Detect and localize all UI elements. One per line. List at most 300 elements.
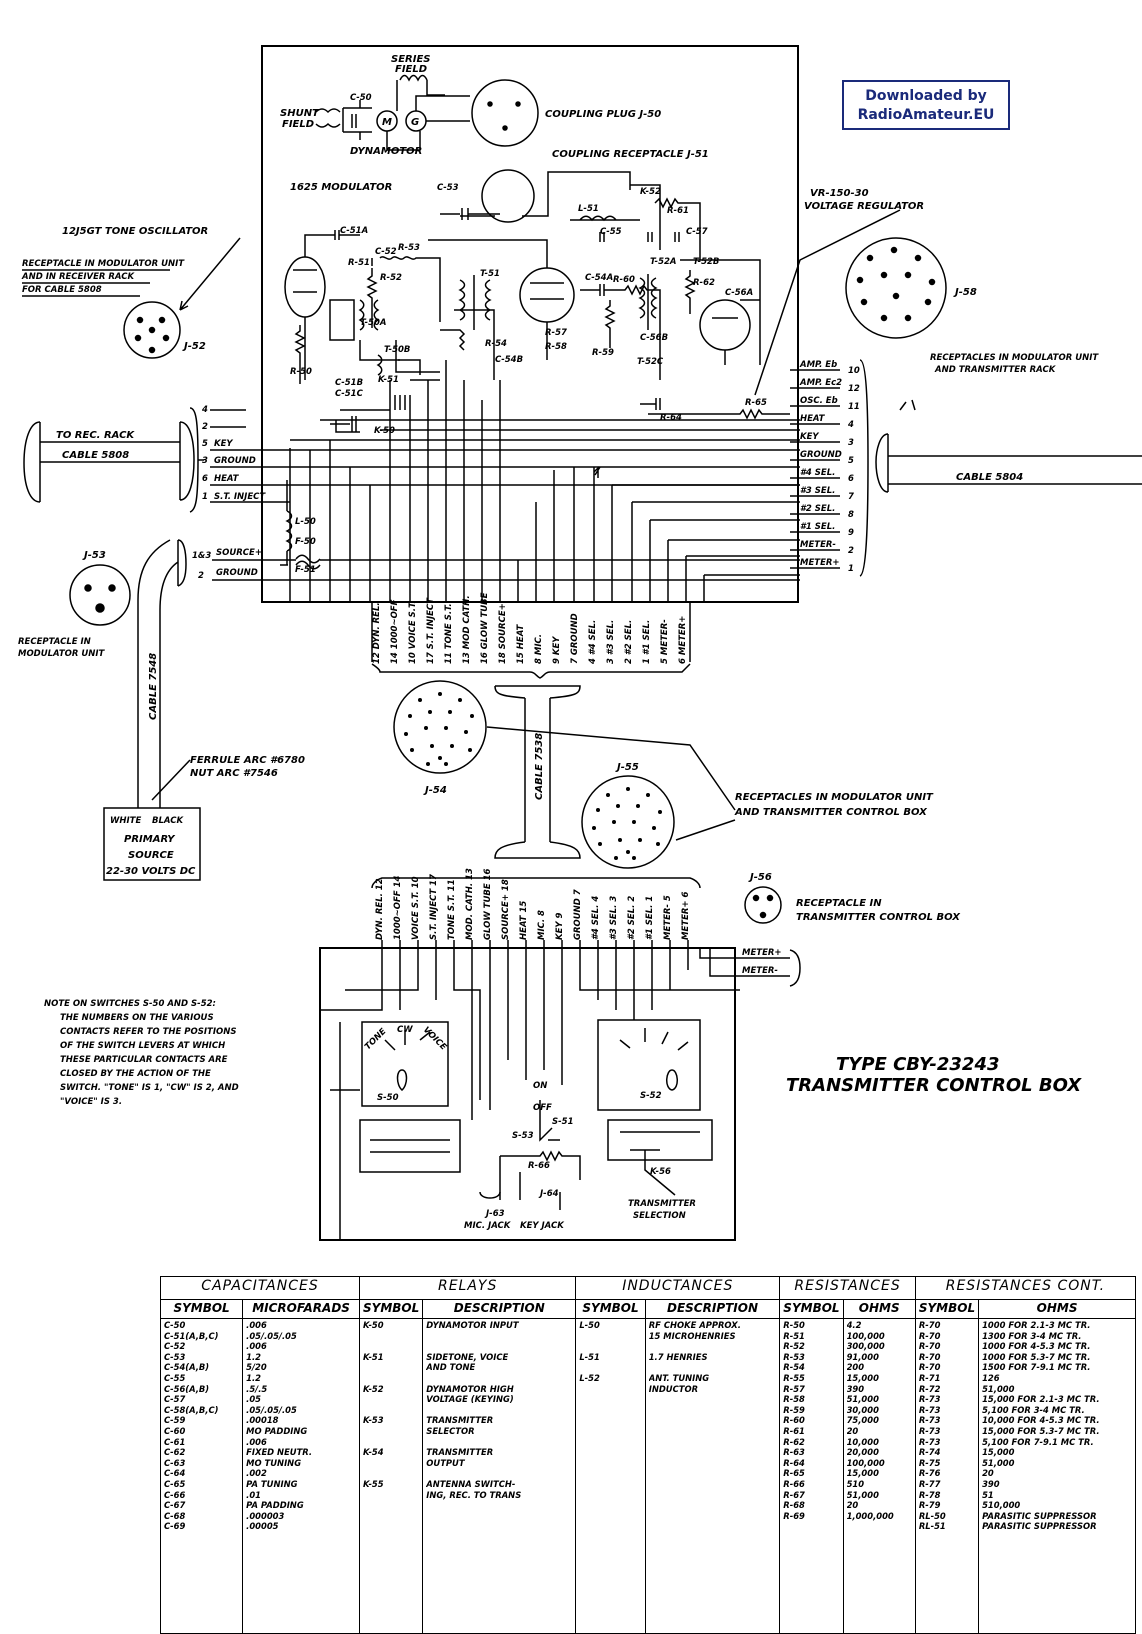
comp-label: R-62 — [693, 278, 715, 288]
table-cell-line: K-51 — [363, 1351, 384, 1362]
table-cell-line: 15 MICROHENRIES — [648, 1330, 736, 1341]
switch-note-line: THESE PARTICULAR CONTACTS ARE — [60, 1055, 228, 1065]
j54-label: J-54 — [425, 785, 447, 796]
table-cell-line: 51,000 — [846, 1394, 879, 1405]
j53-receptacle — [70, 565, 130, 625]
comp-label: R-53 — [398, 243, 420, 253]
right-pin-num: 7 — [848, 492, 854, 502]
c50-label: C-50 — [350, 93, 372, 103]
table-cell-line: R-61 — [783, 1425, 805, 1436]
table-cell-line: .00018 — [246, 1415, 279, 1426]
comp-label: C-56B — [640, 333, 669, 343]
comp-label: C-51C — [335, 389, 363, 399]
relays-title: RELAYS — [360, 1277, 576, 1300]
comp-label: R-58 — [545, 342, 567, 352]
left-pin-label: S.T. INJECT — [214, 492, 266, 502]
bottom-pin-label: 13 MOD CATH. — [462, 595, 472, 664]
comp-label: R-51 — [348, 258, 370, 268]
right-pin-num: 4 — [848, 420, 854, 430]
col-header: DESCRIPTION — [645, 1300, 780, 1319]
box-pin-label: METER+ 6 — [681, 891, 691, 940]
comp-label: R-61 — [667, 206, 689, 216]
box-pin-group — [375, 868, 691, 940]
table-cell-line: R-73 — [918, 1436, 941, 1447]
right-pin-label: AMP. Eb — [800, 360, 838, 370]
table-cell-line: RL-50 — [918, 1510, 946, 1521]
table-cell-line — [363, 1341, 419, 1352]
table-cell-line: R-67 — [783, 1489, 805, 1500]
table-cell-line — [363, 1373, 419, 1384]
j58-receptacle — [846, 238, 946, 338]
table-cell-line: R-65 — [783, 1468, 805, 1479]
right-pin-label: GROUND — [800, 450, 842, 460]
table-cell-line: K-52 — [363, 1383, 384, 1394]
table-cell-line: R-63 — [783, 1447, 805, 1458]
table-cell-line: 1000 FOR 2.1-3 MC TR. — [982, 1320, 1091, 1330]
tone-label: TONE — [363, 1026, 389, 1053]
source-white-label: WHITE — [110, 816, 142, 826]
table-cell-line: AND TONE — [426, 1362, 476, 1373]
ferrule-line2: NUT ARC #7546 — [190, 768, 278, 779]
table-cell-line — [426, 1468, 572, 1479]
table-cell-line: VOLTAGE (KEYING) — [426, 1394, 514, 1405]
table-cell-line: .006 — [246, 1320, 267, 1330]
table-cell-line: R-73 — [918, 1415, 941, 1426]
table-cell-line — [426, 1437, 572, 1448]
badge-line1: Downloaded by — [865, 88, 987, 104]
table-cell-line: TRANSMITTER — [426, 1447, 494, 1458]
bottom-pin-label: 1 #1 SEL. — [642, 619, 652, 664]
table-cell-line: 1500 FOR 7-9.1 MC TR. — [982, 1362, 1091, 1373]
table-cell-line: R-76 — [918, 1468, 941, 1479]
comp-label: C-54A — [585, 273, 614, 283]
right-note-line1: RECEPTACLES IN MODULATOR UNIT — [930, 353, 1099, 363]
table-cell-line: R-73 — [918, 1404, 941, 1415]
parts-header-row — [161, 1300, 1136, 1319]
right-pin-label: METER- — [800, 540, 836, 550]
table-cell-line: R-53 — [783, 1351, 805, 1362]
table-cell-line: R-70 — [918, 1351, 941, 1362]
table-cell-line: 20,000 — [846, 1447, 879, 1458]
comp-label: T-52C — [637, 357, 664, 367]
box-out-label: METER+ — [742, 948, 782, 958]
comp-label: C-56A — [725, 288, 754, 298]
bottom-pin-label: 2 #2 SEL. — [624, 619, 634, 664]
table-cell-line: C-68 — [164, 1510, 186, 1521]
table-cell-line: R-74 — [918, 1447, 941, 1458]
comp-label: L-51 — [578, 204, 599, 214]
mod-box-note-line1: RECEPTACLES IN MODULATOR UNIT — [735, 792, 933, 803]
shunt-field-label-2: FIELD — [282, 119, 315, 130]
box-pin-label: #2 SEL. 2 — [627, 895, 637, 940]
motor-label: M — [382, 117, 392, 128]
table-cell-line: 15,000 — [846, 1372, 879, 1383]
left-pin-label: GROUND — [214, 456, 256, 466]
table-cell-line: PARASITIC SUPPRESSOR — [982, 1510, 1097, 1521]
parts-table — [160, 1276, 1136, 1634]
j53-note-line2: MODULATOR UNIT — [18, 649, 105, 659]
table-cell-line: R-68 — [783, 1500, 805, 1511]
source-pin-label: GROUND — [216, 568, 258, 578]
table-cell-line — [363, 1426, 419, 1437]
left-pin-num: 2 — [202, 422, 208, 432]
table-cell-line: C-62 — [164, 1447, 186, 1458]
bus-lines — [290, 360, 800, 602]
box-pin-label: #4 SEL. 4 — [591, 895, 601, 940]
table-cell-line: 1000 FOR 4-5.3 MC TR. — [982, 1341, 1091, 1352]
switch-note-line: SWITCH. "TONE" IS 1, "CW" IS 2, AND — [60, 1083, 239, 1093]
table-cell-line: R-55 — [783, 1372, 805, 1383]
table-cell-line: C-63 — [164, 1457, 186, 1468]
table-cell-line — [363, 1362, 419, 1373]
table-cell-line: SIDETONE, VOICE — [426, 1351, 509, 1362]
comp-label: R-64 — [660, 413, 682, 423]
cable-5808-to: TO REC. RACK — [56, 430, 135, 441]
mod-box-note-line2: AND TRANSMITTER CONTROL BOX — [735, 807, 927, 818]
bottom-pin-label: 6 METER+ — [678, 615, 688, 664]
table-cell-line: SELECTOR — [426, 1425, 475, 1436]
on-label: ON — [533, 1081, 548, 1091]
bottom-pin-label: 18 SOURCE+ — [498, 603, 508, 664]
box-pin-label: MOD. CATH. 13 — [465, 868, 475, 940]
comp-label: R-52 — [380, 273, 402, 283]
parts-body-row — [161, 1319, 1136, 1634]
table-cell-line: PA PADDING — [246, 1500, 304, 1511]
right-pin-num: 2 — [848, 546, 854, 556]
comp-label: R-59 — [592, 348, 614, 358]
table-cell-line: 1.7 HENRIES — [648, 1351, 708, 1362]
table-cell-line: K-50 — [363, 1320, 384, 1330]
box-pin-label: #1 SEL. 1 — [645, 895, 655, 940]
table-cell-line — [363, 1458, 419, 1469]
badge-line2: RadioAmateur.EU — [857, 107, 995, 123]
table-cell-line — [426, 1373, 572, 1384]
table-cell-line: C-50 — [164, 1320, 186, 1330]
comp-label: L-50 — [295, 517, 316, 527]
capacitances-title: CAPACITANCES — [161, 1277, 360, 1300]
comp-label: C-51A — [340, 226, 369, 236]
table-cell-line: R-73 — [918, 1425, 941, 1436]
vr-tube-label: VR-150-30 — [810, 188, 869, 199]
right-pin-label: METER+ — [800, 558, 840, 568]
table-cell-line: TRANSMITTER — [426, 1415, 494, 1426]
bottom-pin-label: 10 VOICE S.T. — [408, 600, 418, 664]
j56-note-line2: TRANSMITTER CONTROL BOX — [796, 912, 960, 923]
table-cell-line: 10,000 FOR 4-5.3 MC TR. — [982, 1415, 1100, 1426]
k56-label: K-56 — [650, 1167, 671, 1177]
series-field-label-2: FIELD — [395, 64, 428, 75]
right-pin-num: 10 — [848, 366, 860, 376]
j56-label: J-56 — [750, 872, 772, 883]
table-cell-line: C-55 — [164, 1372, 186, 1383]
table-cell-line — [579, 1362, 641, 1373]
dynamotor-label: DYNAMOTOR — [350, 146, 423, 157]
table-cell-line: R-73 — [918, 1394, 941, 1405]
title-line1: TYPE CBY-23243 — [836, 1054, 1000, 1075]
box-pin-label: KEY 9 — [555, 912, 565, 940]
table-cell-line: R-72 — [918, 1383, 941, 1394]
table-cell-line: PA TUNING — [246, 1478, 298, 1489]
cable-5804 — [876, 434, 1142, 492]
switch-note-line: NOTE ON SWITCHES S-50 AND S-52: — [44, 999, 216, 1009]
source-pin-group — [178, 540, 800, 586]
table-cell-line: 1000 FOR 5.3-7 MC TR. — [982, 1351, 1091, 1362]
comp-label: T-50A — [360, 318, 387, 328]
rec-note-line1: RECEPTACLE IN MODULATOR UNIT — [22, 259, 185, 269]
left-pin-num: 1 — [202, 492, 208, 502]
col-header: SYMBOL — [780, 1300, 843, 1319]
component-labels — [290, 183, 767, 575]
table-cell-line: L-50 — [579, 1320, 600, 1330]
bottom-pin-label: 17 S.T. INJECT — [426, 598, 436, 664]
right-pin-label: #2 SEL. — [800, 504, 836, 514]
inductances-title: INDUCTANCES — [576, 1277, 780, 1300]
resistances-cont-title: RESISTANCES CONT. — [915, 1277, 1135, 1300]
table-cell-line: R-59 — [783, 1404, 805, 1415]
table-cell-line: 15,000 — [846, 1468, 879, 1479]
download-badge — [842, 80, 1010, 130]
table-cell-line — [649, 1341, 777, 1352]
comp-label: R-60 — [613, 275, 635, 285]
box-pin-label: VOICE S.T. 10 — [411, 876, 421, 940]
comp-label: R-57 — [545, 328, 567, 338]
off-label: OFF — [533, 1103, 552, 1113]
right-pin-num: 12 — [848, 384, 860, 394]
table-cell-line: 5,100 FOR 7-9.1 MC TR. — [982, 1436, 1094, 1447]
table-cell-line: R-70 — [918, 1330, 941, 1341]
table-cell-line — [426, 1331, 572, 1342]
table-cell-line: R-79 — [918, 1500, 941, 1511]
cable-5808-name: CABLE 5808 — [62, 450, 130, 461]
switch-note-line: "VOICE" IS 3. — [60, 1097, 123, 1107]
table-cell-line: R-60 — [783, 1415, 805, 1426]
table-cell-line: 15,000 FOR 2.1-3 MC TR. — [982, 1394, 1100, 1405]
table-cell-line: 10,000 — [846, 1436, 879, 1447]
table-cell-line — [363, 1331, 419, 1342]
table-cell-line: R-64 — [783, 1457, 805, 1468]
table-cell-line: C-60 — [164, 1425, 186, 1436]
box-pin-label: 1000~OFF 14 — [393, 875, 403, 940]
table-cell-line: 5/20 — [246, 1362, 267, 1373]
table-cell-line: .006 — [246, 1436, 267, 1447]
control-box-labels — [363, 1025, 696, 1231]
table-cell-line: 300,000 — [846, 1341, 885, 1352]
table-cell-line: K-54 — [363, 1447, 384, 1458]
right-pin-num: 9 — [848, 528, 854, 538]
table-cell-line: .05/.05/.05 — [246, 1330, 297, 1341]
right-pin-num: 11 — [848, 402, 860, 412]
source-black-label: BLACK — [152, 816, 184, 826]
oscillator-tube-label: 12J5GT TONE OSCILLATOR — [62, 226, 209, 237]
table-cell-line: 390 — [846, 1383, 865, 1394]
comp-label: R-50 — [290, 367, 312, 377]
bottom-pin-label: 16 GLOW TUBE — [480, 592, 490, 664]
table-cell-line: C-54(A,B) — [164, 1362, 210, 1373]
table-cell-line: 20 — [846, 1500, 859, 1511]
s52-label: S-52 — [640, 1091, 662, 1101]
table-cell-line: R-54 — [783, 1362, 805, 1373]
table-cell-line: L-51 — [579, 1351, 600, 1362]
vr-tube-label-2: VOLTAGE REGULATOR — [804, 201, 925, 212]
res-values — [843, 1319, 915, 1634]
bottom-pin-label: 11 TONE S.T. — [444, 603, 454, 664]
modulator-circuit — [280, 185, 790, 569]
comp-label: K-52 — [640, 187, 661, 197]
comp-label: K-50 — [374, 426, 395, 436]
table-cell-line: R-58 — [783, 1394, 805, 1405]
switch-note-line: OF THE SWITCH LEVERS AT WHICH — [60, 1041, 226, 1051]
table-cell-line: C-69 — [164, 1521, 186, 1532]
cap-symbols — [161, 1319, 243, 1634]
box-out-label: METER- — [742, 966, 778, 976]
bottom-pin-label: 9 KEY — [552, 636, 562, 664]
table-cell-line — [426, 1405, 572, 1416]
right-pin-label: #4 SEL. — [800, 468, 836, 478]
table-cell-line: R-62 — [783, 1436, 805, 1447]
table-cell-line: 15,000 — [982, 1447, 1015, 1458]
j64-label: J-64 — [540, 1189, 559, 1199]
s50-label: S-50 — [377, 1093, 399, 1103]
series-field-label: SERIES — [391, 54, 431, 65]
comp-label: C-54B — [495, 355, 524, 365]
table-cell-line: OUTPUT — [426, 1457, 465, 1468]
comp-label: T-52A — [650, 257, 677, 267]
table-cell-line: R-69 — [783, 1510, 805, 1521]
table-cell-line: L-52 — [579, 1372, 600, 1383]
col-header: OHMS — [843, 1300, 915, 1319]
generator-label: G — [411, 117, 420, 128]
rec-note-line3: FOR CABLE 5808 — [22, 285, 102, 295]
voice-label: VOICE — [420, 1025, 449, 1053]
shunt-field-label: SHUNT — [280, 108, 319, 119]
table-cell-line: K-53 — [363, 1415, 384, 1426]
j55-label: J-55 — [617, 762, 639, 773]
bottom-pin-label: 14 1000~OFF — [390, 599, 400, 664]
table-cell-line: MO PADDING — [246, 1425, 308, 1436]
table-cell-line: 510 — [846, 1478, 865, 1489]
table-cell-line: ANT. TUNING — [648, 1372, 710, 1383]
box-pin-label: METER- 5 — [663, 895, 673, 940]
table-cell-line: R-57 — [783, 1383, 805, 1394]
left-pin-num: 5 — [202, 439, 208, 449]
cable-7548-name: CABLE 7548 — [148, 652, 159, 720]
table-cell-line: R-70 — [918, 1362, 941, 1373]
box-pin-label: DYN. REL. 12 — [375, 878, 385, 940]
left-pin-num: 3 — [202, 456, 208, 466]
table-cell-line: 510,000 — [982, 1500, 1021, 1511]
table-cell-line: C-53 — [164, 1351, 186, 1362]
bottom-pin-group — [372, 592, 688, 665]
table-cell-line: .00005 — [246, 1521, 279, 1532]
table-cell-line: R-70 — [918, 1341, 941, 1352]
comp-label: C-51B — [335, 378, 364, 388]
left-pin-num: 4 — [202, 405, 208, 415]
table-cell-line: RL-51 — [918, 1521, 946, 1532]
table-cell-line: 200 — [846, 1362, 865, 1373]
table-cell-line: C-65 — [164, 1478, 186, 1489]
table-cell-line: R-66 — [783, 1478, 805, 1489]
table-cell-line: 1.2 — [246, 1351, 262, 1362]
col-header: MICROFARADS — [243, 1300, 360, 1319]
table-cell-line: C-61 — [164, 1436, 186, 1447]
col-header: SYMBOL — [161, 1300, 243, 1319]
table-cell-line: .5/.5 — [246, 1383, 268, 1394]
table-cell-line: PARASITIC SUPPRESSOR — [982, 1521, 1097, 1532]
box-pin-label: HEAT 15 — [519, 900, 529, 940]
switch-note-line: CONTACTS REFER TO THE POSITIONS — [60, 1027, 237, 1037]
table-cell-line: C-64 — [164, 1468, 186, 1479]
right-pin-label: KEY — [800, 432, 819, 442]
j58-label: J-58 — [955, 287, 977, 298]
box-pin-label: GROUND 7 — [573, 889, 583, 940]
table-cell-line: R-75 — [918, 1457, 941, 1468]
table-cell-line — [649, 1362, 777, 1373]
dynamotor — [280, 54, 538, 157]
comp-label: T-52B — [693, 257, 720, 267]
comp-label: R-65 — [745, 398, 767, 408]
comp-label: T-50B — [384, 345, 411, 355]
left-pin-label: KEY — [214, 439, 233, 449]
coupling-plug-label: COUPLING PLUG J-50 — [545, 109, 662, 120]
table-cell-line: .01 — [246, 1489, 262, 1500]
table-cell-line: 15,000 FOR 5.3-7 MC TR. — [982, 1425, 1100, 1436]
comp-label: K-51 — [378, 375, 399, 385]
table-cell-line: 5,100 FOR 3-4 MC TR. — [982, 1404, 1085, 1415]
table-cell-line: R-70 — [918, 1320, 941, 1330]
table-cell-line: MO TUNING — [246, 1457, 302, 1468]
left-pin-num: 6 — [202, 474, 208, 484]
table-cell-line: 100,000 — [846, 1457, 885, 1468]
right-pin-num: 5 — [848, 456, 854, 466]
parts-group-row — [161, 1277, 1136, 1300]
cable-7538-name: CABLE 7538 — [534, 732, 545, 800]
ind-symbols — [576, 1319, 645, 1634]
modulator-tube-label: 1625 MODULATOR — [290, 182, 393, 193]
res-symbols — [780, 1319, 843, 1634]
tx-selection-label-1: TRANSMITTER — [628, 1199, 696, 1209]
relay-descriptions — [423, 1319, 576, 1634]
table-cell-line: 4.2 — [846, 1320, 862, 1330]
table-cell-line: .006 — [246, 1341, 267, 1352]
j53-note-line1: RECEPTACLE IN — [18, 637, 91, 647]
right-pin-num: 3 — [848, 438, 854, 448]
table-cell-line — [426, 1341, 572, 1352]
ferrule-line1: FERRULE ARC #6780 — [190, 755, 305, 766]
left-pin-label: HEAT — [214, 474, 239, 484]
table-cell-line — [363, 1405, 419, 1416]
title-line2: TRANSMITTER CONTROL BOX — [786, 1075, 1082, 1096]
comp-label: C-53 — [437, 183, 459, 193]
res2-values — [979, 1319, 1136, 1634]
cap-values — [243, 1319, 360, 1634]
table-cell-line: FIXED NEUTR. — [246, 1447, 313, 1458]
box-pin-label: TONE S.T. 11 — [447, 879, 457, 940]
r66-label: R-66 — [528, 1161, 550, 1171]
source-line3: 22-30 VOLTS DC — [106, 866, 196, 877]
table-cell-line: C-56(A,B) — [164, 1383, 210, 1394]
mic-jack-label: MIC. JACK — [464, 1221, 511, 1231]
table-cell-line: C-58(A,B,C) — [164, 1404, 219, 1415]
bottom-pin-label: 3 #3 SEL. — [606, 619, 616, 664]
source-pin-label: SOURCE+ — [216, 548, 262, 558]
table-cell-line: 51,000 — [846, 1489, 879, 1500]
comp-label: R-54 — [485, 339, 507, 349]
j63-label: J-63 — [486, 1209, 505, 1219]
source-pin-num: 1&3 — [192, 551, 212, 561]
table-cell-line: 20 — [982, 1468, 994, 1479]
j56-note-line1: RECEPTACLE IN — [796, 898, 882, 909]
right-pin-label: HEAT — [800, 414, 825, 424]
